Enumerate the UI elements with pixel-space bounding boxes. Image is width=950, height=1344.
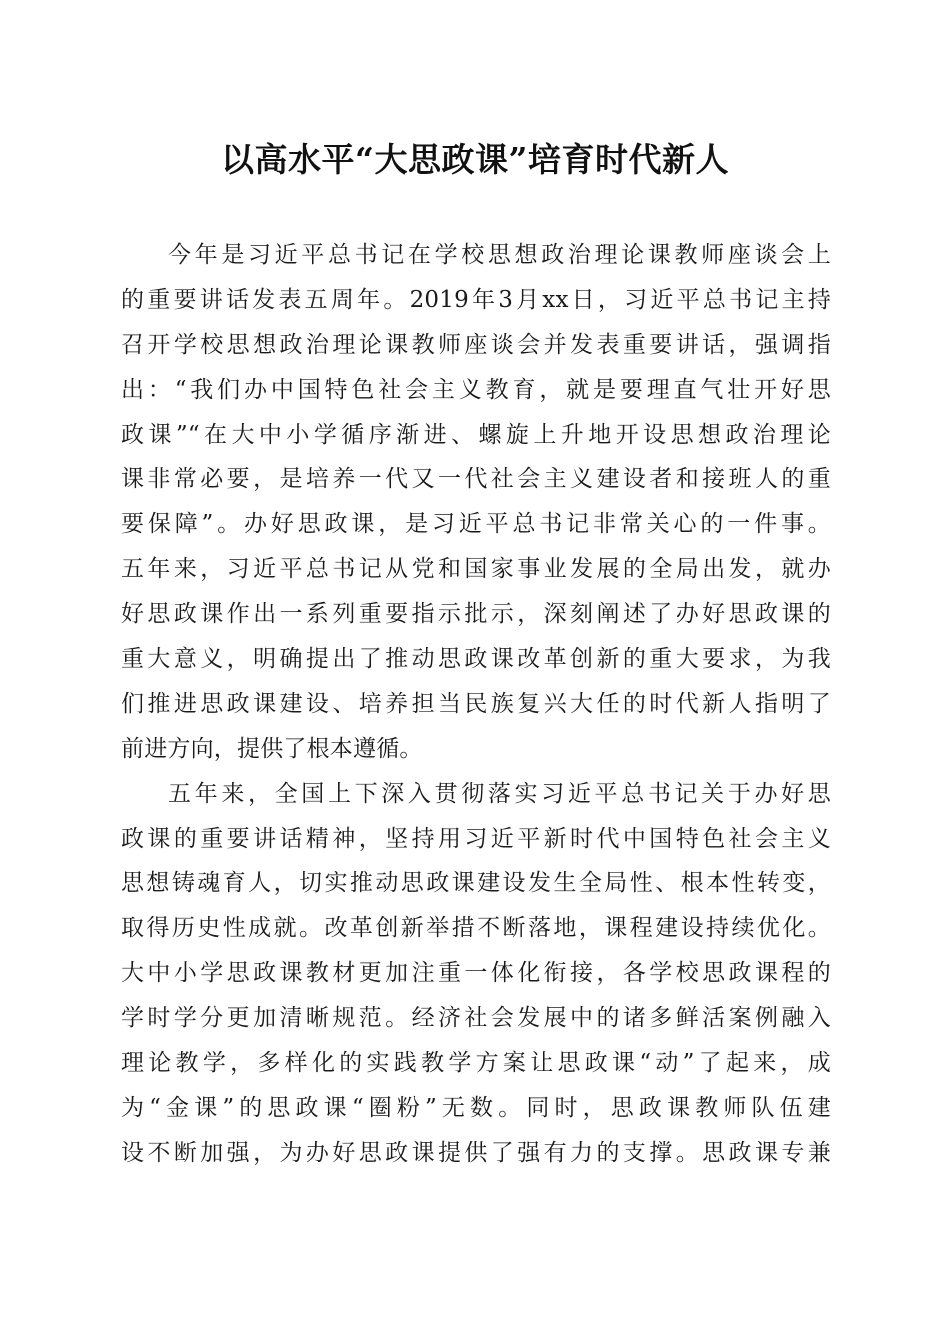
paragraph-1-line-9: 好思政课作出一系列重要指示批示，深刻阐述了办好思政课的: [121, 601, 831, 628]
paragraph-1-line-8: 五年来，习近平总书记从党和国家事业发展的全局出发，就办: [121, 556, 831, 583]
paragraph-2-line-5: 大中小学思政课教材更加注重一体化衔接，各学校思政课程的: [121, 960, 831, 987]
paragraph-1-line-12: 前进方向，提供了根本遵循。: [121, 735, 423, 762]
paragraph-2-line-2: 政课的重要讲话精神，坚持用习近平新时代中国特色社会主义: [121, 825, 831, 852]
document-title: 以高水平“大思政课”培育时代新人: [221, 140, 729, 179]
paragraph-2-line-8: 为“金课”的思政课“圈粉”无数。同时，思政课教师队伍建: [121, 1094, 831, 1121]
paragraph-2-line-7: 理论教学，多样化的实践教学方案让思政课“动”了起来，成: [121, 1050, 831, 1077]
paragraph-1-line-2: 的重要讲话发表五周年。2019年3月xx日，习近平总书记主持: [121, 286, 831, 313]
paragraph-1-line-10: 重大意义，明确提出了推动思政课改革创新的重大要求，为我: [121, 646, 831, 673]
paragraph-1-line-1: 今年是习近平总书记在学校思想政治理论课教师座谈会上: [168, 242, 831, 268]
paragraph-1-line-5: 政课”“在大中小学循序渐进、螺旋上升地开设思想政治理论: [121, 421, 831, 448]
paragraph-2-line-4: 取得历史性成就。改革创新举措不断落地，课程建设持续优化。: [121, 915, 831, 942]
paragraph-2-line-3: 思想铸魂育人，切实推动思政课建设发生全局性、根本性转变，: [121, 870, 831, 897]
document-body: [121, 233, 831, 1176]
paragraph-1-line-4: 出：“我们办中国特色社会主义教育，就是要理直气壮开好思: [121, 376, 831, 403]
paragraph-1-line-6: 课非常必要，是培养一代又一代社会主义建设者和接班人的重: [121, 466, 831, 493]
paragraph-2-line-9: 设不断加强，为办好思政课提供了强有力的支撑。思政课专兼: [121, 1139, 831, 1166]
paragraph-1-line-11: 们推进思政课建设、培养担当民族复兴大任的时代新人指明了: [121, 690, 831, 717]
paragraph-1-line-3: 召开学校思想政治理论课教师座谈会并发表重要讲话，强调指: [121, 331, 831, 358]
paragraph-2-line-6: 学时学分更加清晰规范。经济社会发展中的诸多鲜活案例融入: [121, 1005, 831, 1032]
paragraph-2-line-1: 五年来，全国上下深入贯彻落实习近平总书记关于办好思: [168, 780, 831, 807]
paragraph-1-line-7: 要保障”。办好思政课，是习近平总书记非常关心的一件事。: [121, 511, 831, 538]
